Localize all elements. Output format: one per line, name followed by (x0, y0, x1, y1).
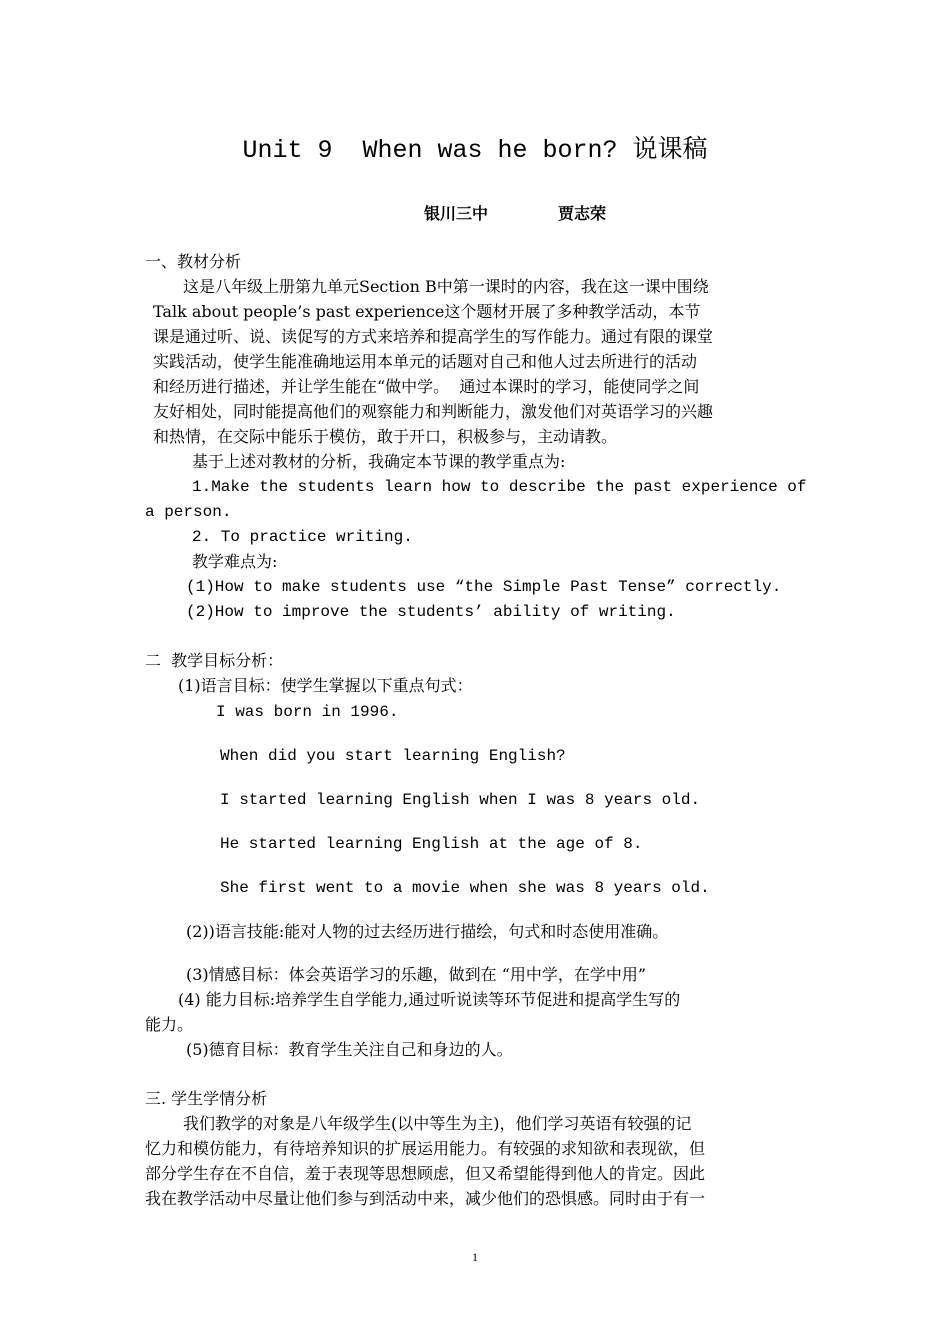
section1-para-line: 和经历进行描述，并让学生能在“做中学。 通过本课时的学习，能使同学之间 (153, 377, 700, 396)
section1-para-line: 实践活动，使学生能准确地运用本单元的话题对自己和他人过去所进行的活动 (153, 352, 698, 371)
section1-para-line: 这是八年级上册第九单元Section B中第一课时的内容，我在这一课中围绕 (183, 277, 709, 296)
author-name: 贾志荣 (558, 204, 607, 223)
focus-item: 2. To practice writing. (192, 528, 413, 546)
document-title: Unit 9 When was he born? 说课稿 (242, 136, 708, 165)
goal-item: (3)情感目标：体会英语学习的乐趣，做到在 “用中学，在学中用” (186, 965, 647, 984)
section2-heading: 二 教学目标分析： (145, 651, 284, 670)
goal-item: (1)语言目标：使学生掌握以下重点句式： (178, 676, 473, 695)
section1-para-line: 和热情，在交际中能乐于模仿，敢于开口，积极参与，主动请教。 (153, 427, 618, 446)
key-sentence: I started learning English when I was 8 years old. (220, 791, 701, 809)
section1-para-line: 友好相处，同时能提高他们的观察能力和判断能力，激发他们对英语学习的兴趣 (153, 402, 714, 421)
difficulty-item: (2)How to improve the students’ ability of writing. (186, 603, 676, 621)
key-sentence: I was born in 1996. (216, 703, 399, 721)
focus-item: 1.Make the students learn how to describe the past experience of (192, 478, 807, 496)
difficulty-item: (1)How to make students use “the Simple Past Tense” correctly. (186, 578, 782, 596)
difficulty-intro: 教学难点为: (192, 552, 278, 571)
goal-item: (4) 能力目标:培养学生自学能力,通过听说读等环节促进和提高学生写的 (178, 990, 681, 1009)
key-sentence: She first went to a movie when she was 8 years old. (220, 879, 710, 897)
goal-item: (2))语言技能:能对人物的过去经历进行描绘，句式和时态使用准确。 (186, 922, 669, 941)
section3-heading: 三. 学生学情分析 (145, 1089, 268, 1108)
section3-para-line: 我们教学的对象是八年级学生(以中等生为主)，他们学习英语有较强的记 (183, 1114, 692, 1133)
key-sentence: When did you start learning English? (220, 747, 566, 765)
goal-item-cont: 能力。 (145, 1015, 194, 1034)
section1-heading: 一、教材分析 (145, 252, 242, 271)
page-number: 1 (472, 1250, 478, 1264)
focus-intro: 基于上述对教材的分析，我确定本节课的教学重点为: (192, 452, 566, 471)
goal-item: (5)德育目标：教育学生关注自己和身边的人。 (186, 1040, 513, 1059)
section3-para-line: 我在教学活动中尽量让他们参与到活动中来，减少他们的恐惧感。同时由于有一 (145, 1189, 706, 1208)
section3-para-line: 忆力和模仿能力，有待培养知识的扩展运用能力。有较强的求知欲和表现欲，但 (145, 1139, 706, 1158)
section3-para-line: 部分学生存在不自信，羞于表现等思想顾虑，但又希望能得到他人的肯定。因此 (145, 1164, 706, 1183)
section1-para-line: Talk about people’s past experience这个题材开展了多种教学活动，本节 (153, 302, 701, 321)
key-sentence: He started learning English at the age of 8. (220, 835, 643, 853)
focus-item-cont: a person. (145, 503, 232, 521)
section1-para-line: 课是通过听、说、读促写的方式来培养和提高学生的写作能力。通过有限的课堂 (153, 327, 714, 346)
author-school: 银川三中 (424, 204, 489, 223)
